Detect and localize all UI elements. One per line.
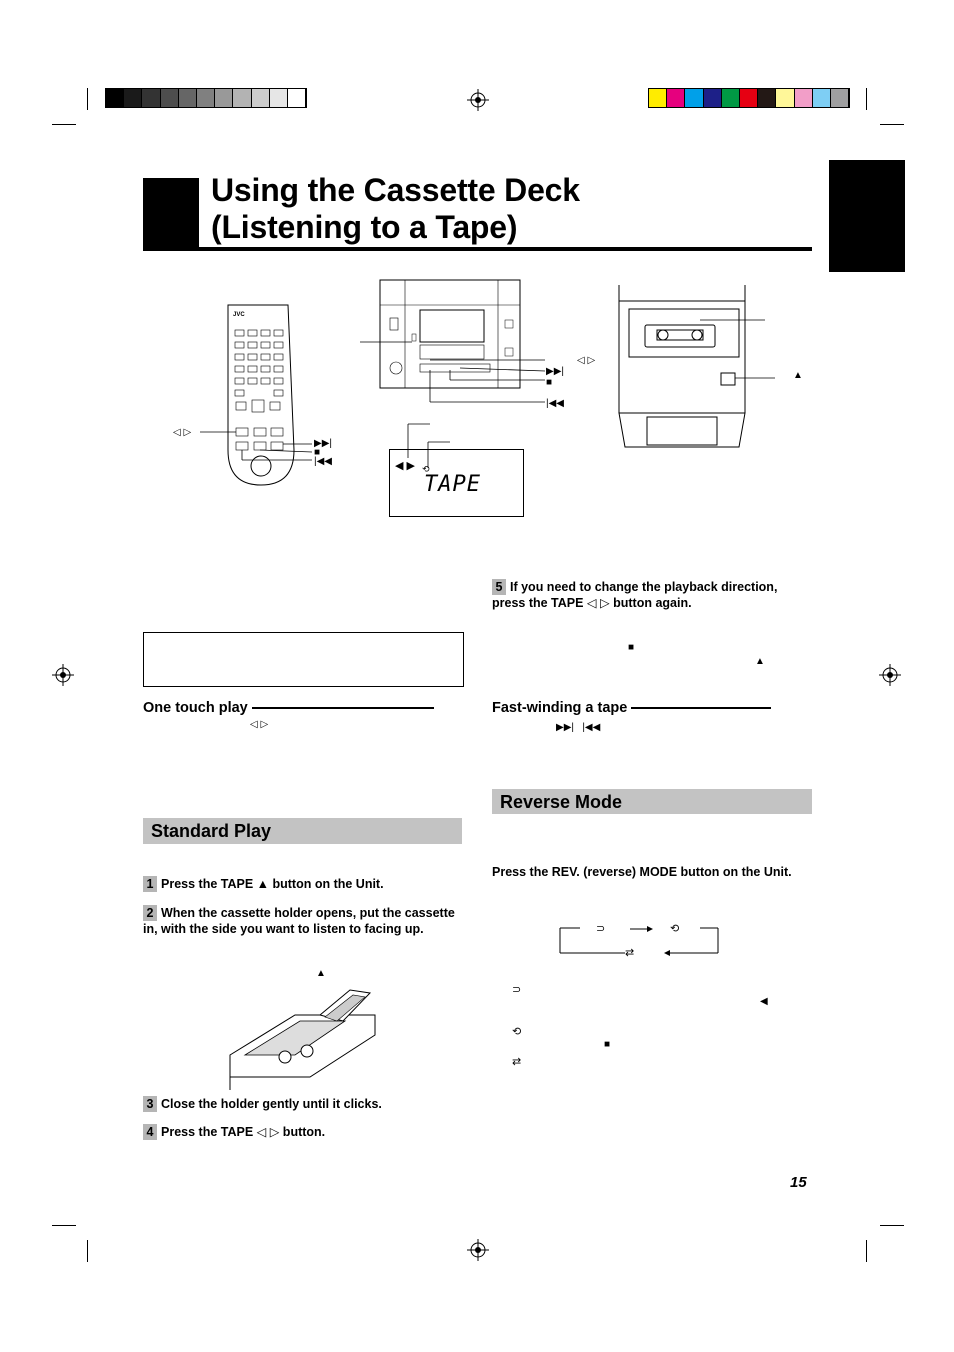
language-tab — [829, 160, 905, 272]
note-icon-both-sides: ⟲ — [512, 1026, 522, 1038]
fast-winding-symbols: ▶▶| |◀◀ — [556, 722, 601, 733]
unit-ff-label: ▶▶| — [546, 366, 564, 377]
crop-mark — [866, 88, 867, 110]
crop-mark — [866, 1240, 867, 1262]
step-5 — [492, 579, 812, 611]
color-swatch — [649, 89, 667, 107]
reverse-mode-heading: Reverse Mode — [492, 789, 812, 814]
step-number: 2 — [143, 905, 157, 921]
step-number: 4 — [143, 1124, 157, 1140]
color-swatch — [270, 89, 288, 107]
remote-ff-label: ▶▶| — [314, 438, 332, 449]
cassette-insert-figure — [225, 985, 385, 1090]
crop-mark — [52, 124, 76, 125]
cycle-icon-repeat: ⇄ — [625, 947, 635, 959]
registration-mark-top — [467, 89, 489, 111]
deck-eject-label: ▲ — [793, 370, 803, 381]
display-direction-arrows: ◀ ▶ — [395, 460, 415, 472]
one-touch-play-heading-text: One touch play — [143, 700, 248, 716]
color-swatch — [288, 89, 306, 107]
page-title — [211, 172, 580, 246]
step-number: 1 — [143, 876, 157, 892]
right-eject-symbol: ▲ — [755, 656, 765, 667]
remote-tape-play-label: ◁ ▷ — [173, 427, 192, 438]
remote-stop-label: ■ — [314, 447, 321, 458]
color-swatch — [106, 89, 124, 107]
step-number: 3 — [143, 1096, 157, 1112]
standard-eject-symbol: ▲ — [316, 968, 326, 979]
standard-step-3 — [143, 1096, 463, 1112]
standard-play-heading: Standard Play — [143, 818, 462, 844]
main-unit-figure — [360, 280, 560, 410]
color-swatch — [197, 89, 215, 107]
unit-stop-label: ■ — [546, 377, 553, 388]
color-swatch — [722, 89, 740, 107]
one-touch-play-symbol: ◁ ▷ — [250, 719, 269, 730]
page-title-line1: Using the Cassette Deck — [211, 172, 580, 208]
fast-winding-heading-text: Fast-winding a tape — [492, 700, 628, 716]
color-swatch — [233, 89, 251, 107]
note-icon-one-side: ⊃ — [512, 984, 522, 996]
registration-mark-bottom — [467, 1239, 489, 1261]
one-touch-play-heading — [143, 700, 434, 716]
color-swatch — [161, 89, 179, 107]
standard-step-1 — [143, 876, 463, 892]
reverse-mode-instruction: Press the REV. (reverse) MODE button on the Unit. — [492, 865, 792, 879]
step-text: When the cassette holder opens, put the cassette in, with the side you want to listen to facing up. — [143, 906, 455, 936]
registration-mark-left — [52, 664, 74, 686]
crop-mark — [87, 88, 88, 110]
step-number: 5 — [492, 579, 506, 595]
crop-mark — [880, 1225, 904, 1226]
step-text: Press the TAPE ▲ button on the Unit. — [161, 877, 384, 891]
color-swatch — [776, 89, 794, 107]
step-text: Close the holder gently until it clicks. — [161, 1097, 382, 1111]
cassette-deck-figure — [615, 285, 805, 455]
step-text: Press the TAPE ◁ ▷ button. — [161, 1125, 326, 1139]
unit-tape-play-label: ◁ ▷ — [577, 355, 596, 366]
color-swatch — [215, 89, 233, 107]
cycle-icon-one-side: ⊃ — [596, 923, 606, 935]
color-swatch — [685, 89, 703, 107]
reverse-mode-cycle-diagram — [555, 920, 725, 965]
color-swatch — [252, 89, 270, 107]
note-stop-symbol: ■ — [604, 1039, 611, 1050]
registration-mark-right — [879, 664, 901, 686]
note-rewind-symbol: ◀ — [760, 996, 768, 1007]
right-stop-symbol: ■ — [628, 642, 635, 653]
color-swatch — [795, 89, 813, 107]
crop-mark — [87, 1240, 88, 1262]
color-swatch — [740, 89, 758, 107]
crop-mark — [52, 1225, 76, 1226]
color-swatch — [124, 89, 142, 107]
remote-rew-label: |◀◀ — [314, 456, 332, 467]
color-swatch — [758, 89, 776, 107]
color-swatch — [704, 89, 722, 107]
page-number: 15 — [790, 1174, 807, 1191]
standard-step-4 — [143, 1124, 463, 1140]
process-color-bar — [648, 88, 850, 108]
standard-step-2 — [143, 905, 463, 937]
color-swatch — [142, 89, 160, 107]
color-swatch — [831, 89, 849, 107]
step-text: If you need to change the playback direction, press the TAPE ◁ ▷ button again. — [492, 580, 778, 610]
page-title-line2: (Listening to a Tape) — [211, 209, 518, 245]
fast-winding-heading — [492, 700, 771, 716]
note-icon-repeat: ⇄ — [512, 1056, 522, 1068]
unit-rew-label: |◀◀ — [546, 398, 564, 409]
color-swatch — [179, 89, 197, 107]
color-swatch — [667, 89, 685, 107]
remote-brand: JVC — [233, 312, 245, 318]
title-block-decoration — [143, 178, 199, 250]
display-reverse-icon: ⟲ — [422, 464, 430, 474]
cycle-icon-both-sides: ⟲ — [670, 923, 680, 935]
grayscale-bar — [105, 88, 307, 108]
color-swatch — [813, 89, 831, 107]
display-tape-text: TAPE — [424, 472, 481, 497]
note-box — [143, 632, 464, 687]
crop-mark — [880, 124, 904, 125]
title-rule — [143, 247, 812, 251]
